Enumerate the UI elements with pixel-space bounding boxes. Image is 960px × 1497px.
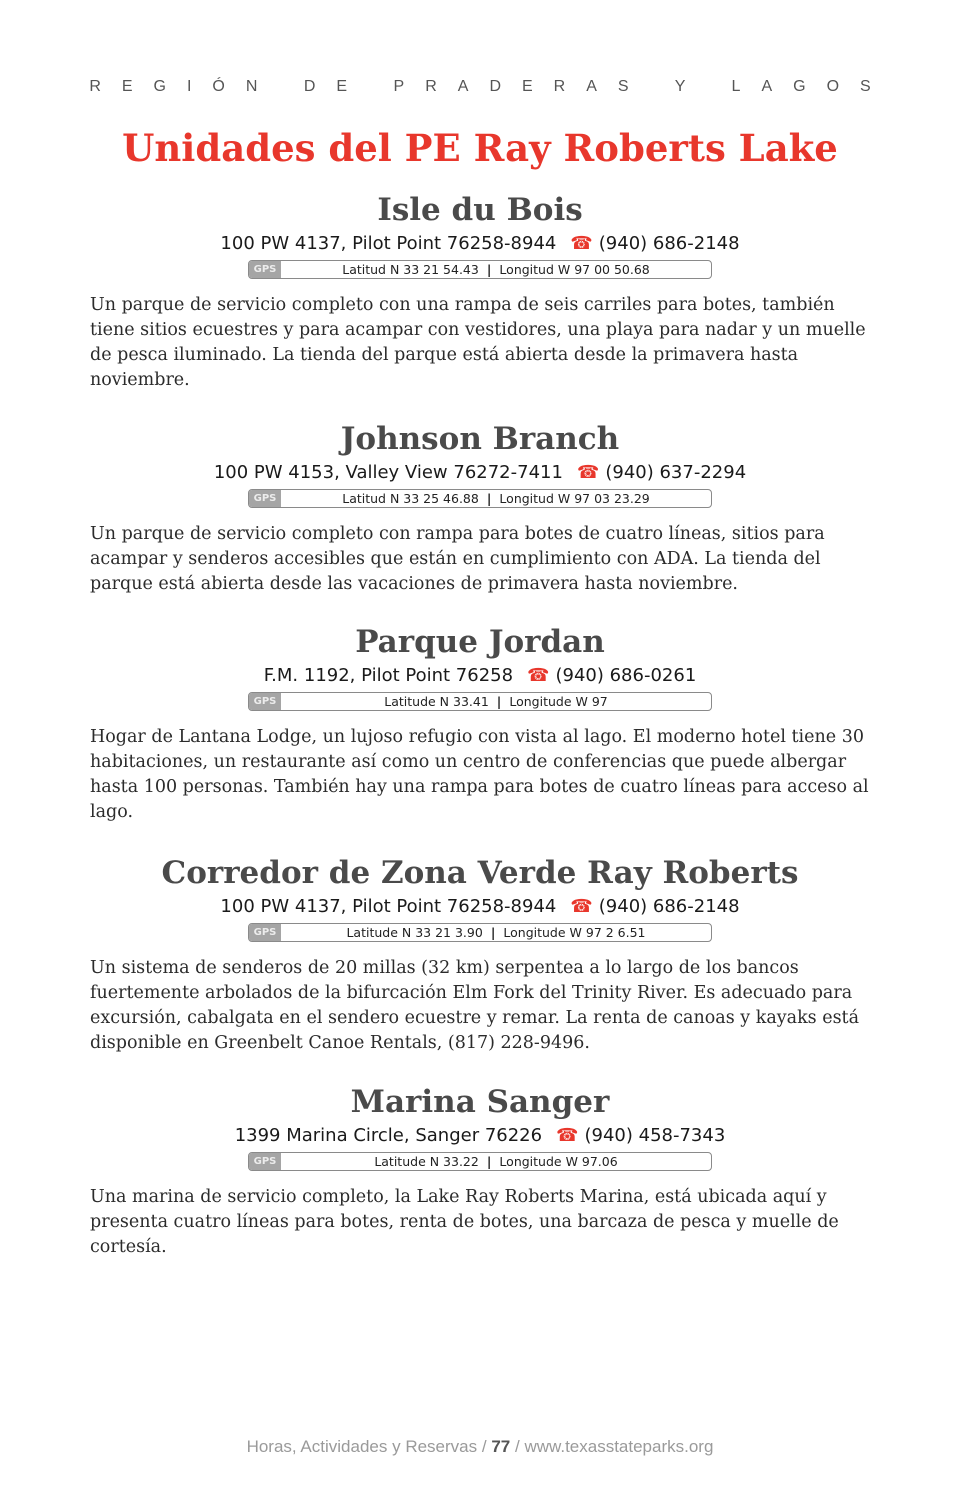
footer-separator: / — [514, 1437, 520, 1456]
page-number: 77 — [491, 1437, 511, 1456]
park-phone: (940) 458-7343 — [584, 1125, 726, 1146]
footer-text: Horas, Actividades y Reservas — [246, 1437, 478, 1456]
park-address: 100 PW 4153, Valley View 76272-7411 — [213, 462, 563, 483]
gps-coordinates — [281, 925, 711, 940]
gps-bar — [248, 923, 712, 942]
contact-line — [0, 664, 960, 688]
longitude: Longitude W 97 — [509, 694, 608, 709]
footer-url-link[interactable]: www.texasstateparks.org — [524, 1437, 714, 1456]
park-description: Un parque de servicio completo con rampa para botes de cuatro líneas, sitios para acampar y senderos accesibles que están en cumplimiento con ADA. La tienda del parque está abierta desde las vacaciones de primavera hasta noviembre. — [90, 524, 825, 594]
longitude: Longitud W 97 03 23.29 — [499, 491, 650, 506]
gps-badge: GPS — [249, 693, 281, 710]
gps-separator: | — [486, 262, 492, 277]
park-phone: (940) 686-0261 — [555, 665, 697, 686]
gps-coordinates — [281, 491, 711, 506]
park-description: Una marina de servicio completo, la Lake Ray Roberts Marina, está ubicada aquí y presenta cuatro líneas para botes, renta de botes, una barcaza de pesca y muelle de cortesía. — [90, 1187, 839, 1257]
park-description: Un sistema de senderos de 20 millas (32 km) serpentea a lo largo de los bancos fuertemente arbolados de la bifurcación Elm Fork del Trinity River. Es adecuado para excursión, cabalgata en el sendero ecuestre y remar. La renta de canoas y kayaks está disponible en Greenbelt Canoe Rentals, (817) 228-9496. — [90, 958, 860, 1053]
park-name: Johnson Branch — [340, 421, 620, 457]
latitude: Latitud N 33 21 54.43 — [342, 262, 479, 277]
park-section-isle-du-bois — [0, 190, 960, 393]
region-header: REGIÓN DE PRADERAS Y LAGOS — [89, 78, 892, 95]
gps-separator: | — [486, 491, 492, 506]
contact-line — [0, 895, 960, 919]
contact-line — [0, 1124, 960, 1148]
gps-separator: | — [496, 694, 502, 709]
gps-coordinates — [281, 262, 711, 277]
latitude: Latitude N 33 21 3.90 — [346, 925, 483, 940]
longitude: Longitude W 97 2 6.51 — [503, 925, 646, 940]
longitude: Longitude W 97.06 — [499, 1154, 618, 1169]
park-section-johnson-branch — [0, 419, 960, 597]
phone-icon: ☎ — [576, 462, 600, 483]
contact-line — [0, 461, 960, 485]
park-section-marina-sanger — [0, 1082, 960, 1260]
park-name: Corredor de Zona Verde Ray Roberts — [161, 855, 799, 891]
gps-bar — [248, 1152, 712, 1171]
park-description: Hogar de Lantana Lodge, un lujoso refugio con vista al lago. El moderno hotel tiene 30 habitaciones, un restaurante así como un centro de conferencias que puede albergar hasta 100 personas. También hay una rampa para botes de cuatro líneas para acceso al lago. — [90, 727, 869, 822]
phone-icon: ☎ — [570, 233, 593, 254]
gps-separator: | — [490, 925, 496, 940]
park-address: 100 PW 4137, Pilot Point 76258-8944 — [220, 896, 557, 917]
gps-badge: GPS — [249, 490, 281, 507]
footer-separator: / — [481, 1437, 487, 1456]
park-address: F.M. 1192, Pilot Point 76258 — [263, 665, 514, 686]
latitude: Latitude N 33.22 — [374, 1154, 479, 1169]
gps-badge: GPS — [249, 1153, 281, 1170]
contact-line — [0, 232, 960, 256]
park-section-parque-jordan — [0, 622, 960, 825]
gps-separator: | — [486, 1154, 492, 1169]
page-title: Unidades del PE Ray Roberts Lake — [122, 126, 838, 170]
page-footer — [0, 1437, 960, 1457]
gps-badge: GPS — [249, 261, 281, 278]
park-description: Un parque de servicio completo con una rampa de seis carriles para botes, también tiene sitios ecuestres y para acampar con vestidores, una playa para nadar y un muelle de pesca iluminado. La tienda del parque está abierta desde la primavera hasta noviembre. — [90, 295, 866, 390]
phone-icon: ☎ — [527, 665, 550, 686]
park-name: Parque Jordan — [355, 624, 605, 660]
phone-icon: ☎ — [570, 896, 593, 917]
gps-badge: GPS — [249, 924, 281, 941]
latitude: Latitud N 33 25 46.88 — [342, 491, 479, 506]
gps-bar — [248, 692, 712, 711]
park-name: Marina Sanger — [350, 1084, 610, 1120]
park-phone: (940) 686-2148 — [598, 896, 740, 917]
park-phone: (940) 637-2294 — [605, 462, 747, 483]
gps-bar — [248, 489, 712, 508]
park-phone: (940) 686-2148 — [598, 233, 740, 254]
gps-coordinates — [281, 694, 711, 709]
phone-icon: ☎ — [556, 1125, 579, 1146]
park-address: 100 PW 4137, Pilot Point 76258-8944 — [220, 233, 557, 254]
park-section-corredor-ray-roberts — [0, 853, 960, 1056]
park-address: 1399 Marina Circle, Sanger 76226 — [234, 1125, 543, 1146]
gps-coordinates — [281, 1154, 711, 1169]
gps-bar — [248, 260, 712, 279]
park-name: Isle du Bois — [377, 192, 583, 228]
latitude: Latitude N 33.41 — [384, 694, 489, 709]
longitude: Longitud W 97 00 50.68 — [499, 262, 650, 277]
